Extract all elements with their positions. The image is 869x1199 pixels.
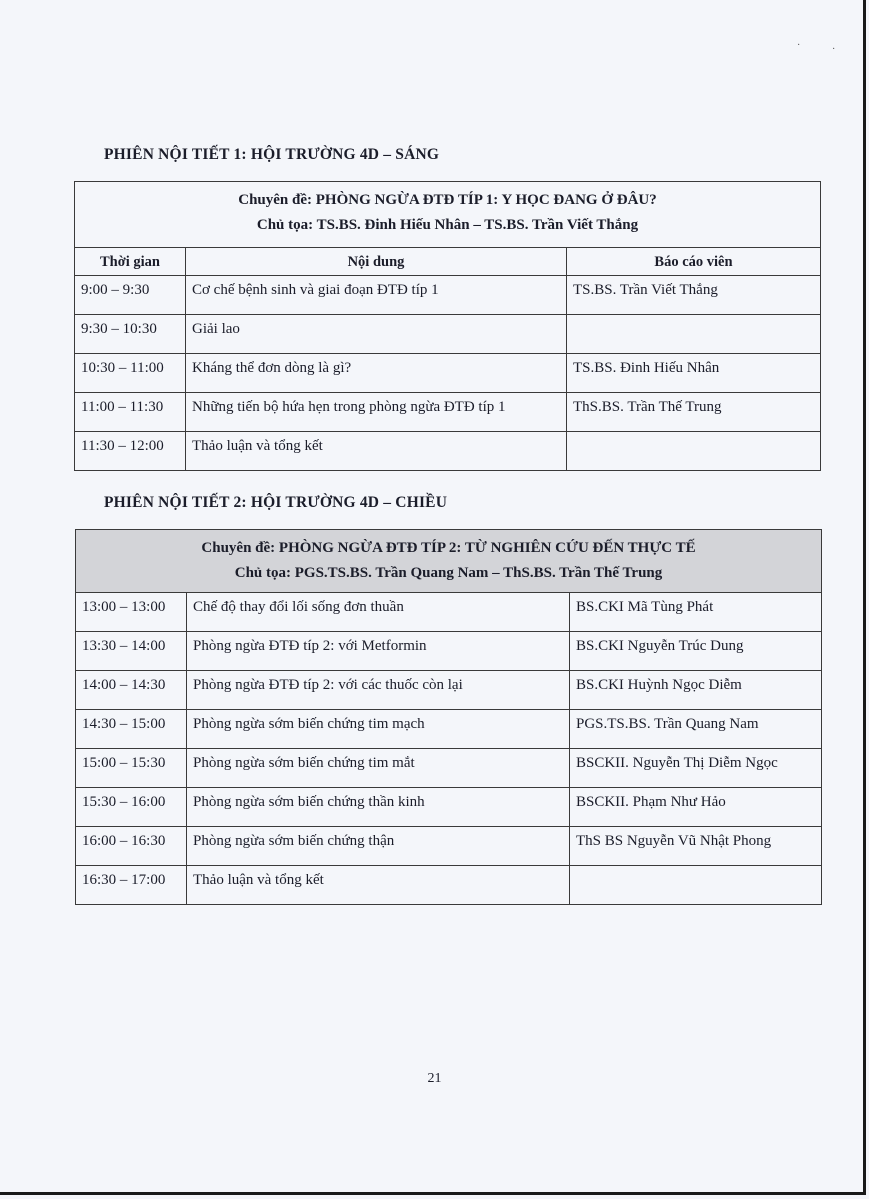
- speaker-cell: ThS BS Nguyễn Vũ Nhật Phong: [570, 827, 822, 866]
- time-cell: 15:00 – 15:30: [76, 749, 187, 788]
- session1-chairs: Chủ tọa: TS.BS. Đinh Hiếu Nhân – TS.BS. Trần Viết Thắng: [256, 217, 639, 233]
- table-row: [76, 827, 822, 866]
- session2-table: [75, 529, 822, 905]
- content-cell: Phòng ngừa sớm biến chứng tim mạch: [187, 710, 570, 749]
- table-row: [76, 866, 822, 905]
- time-cell: 14:30 – 15:00: [76, 710, 187, 749]
- time-cell: 16:00 – 16:30: [76, 827, 187, 866]
- content-cell: Phòng ngừa sớm biến chứng thận: [187, 827, 570, 866]
- session1-header-row: [75, 248, 821, 276]
- session1-topic: Chuyên đề: PHÒNG NGỪA ĐTĐ TÍP 1: Y HỌC ĐANG Ở ĐÂU?: [238, 192, 657, 208]
- content-cell: Chế độ thay đổi lối sống đơn thuần: [187, 593, 570, 632]
- time-cell: 13:00 – 13:00: [76, 593, 187, 632]
- table-row: [76, 710, 822, 749]
- session1-topic-row: [75, 182, 821, 248]
- table-row: [75, 315, 821, 354]
- content-cell: Thảo luận và tổng kết: [187, 866, 570, 905]
- column-header-speaker: Báo cáo viên: [567, 248, 821, 276]
- table-row: [76, 632, 822, 671]
- session1-heading: PHIÊN NỘI TIẾT 1: HỘI TRƯỜNG 4D – SÁNG: [104, 146, 440, 163]
- speaker-cell: BSCKII. Phạm Như Hảo: [570, 788, 822, 827]
- speaker-cell: BS.CKI Nguyễn Trúc Dung: [570, 632, 822, 671]
- table-row: [76, 671, 822, 710]
- speaker-cell: BS.CKI Huỳnh Ngọc Diễm: [570, 671, 822, 710]
- content-cell: Kháng thể đơn dòng là gì?: [186, 354, 567, 393]
- speaker-cell: BSCKII. Nguyễn Thị Diễm Ngọc: [570, 749, 822, 788]
- speaker-cell: PGS.TS.BS. Trần Quang Nam: [570, 710, 822, 749]
- session1-topic-cell: [75, 182, 821, 248]
- speaker-cell: [567, 432, 821, 471]
- scan-speck: ·: [832, 44, 836, 55]
- time-cell: 16:30 – 17:00: [76, 866, 187, 905]
- scan-speck: ·: [797, 40, 801, 51]
- table-row: [76, 749, 822, 788]
- column-header-content: Nội dung: [186, 248, 567, 276]
- speaker-cell: [570, 866, 822, 905]
- content-cell: Phòng ngừa ĐTĐ típ 2: với các thuốc còn lại: [187, 671, 570, 710]
- session2-chairs: Chủ tọa: PGS.TS.BS. Trần Quang Nam – ThS.BS. Trần Thế Trung: [234, 565, 663, 581]
- table-row: [75, 354, 821, 393]
- column-header-time: Thời gian: [75, 248, 186, 276]
- time-cell: 14:00 – 14:30: [76, 671, 187, 710]
- content-cell: Giải lao: [186, 315, 567, 354]
- time-cell: 9:30 – 10:30: [75, 315, 186, 354]
- session2-topic: Chuyên đề: PHÒNG NGỪA ĐTĐ TÍP 2: TỪ NGHIÊN CỨU ĐẾN THỰC TẾ: [201, 540, 696, 556]
- time-cell: 11:30 – 12:00: [75, 432, 186, 471]
- page-number: 21: [427, 1071, 442, 1086]
- content-cell: Phòng ngừa sớm biến chứng tim mắt: [187, 749, 570, 788]
- session2-heading: PHIÊN NỘI TIẾT 2: HỘI TRƯỜNG 4D – CHIỀU: [104, 494, 448, 511]
- table-row: [75, 276, 821, 315]
- session1-table: [74, 181, 821, 471]
- time-cell: 15:30 – 16:00: [76, 788, 187, 827]
- time-cell: 11:00 – 11:30: [75, 393, 186, 432]
- content-cell: Thảo luận và tổng kết: [186, 432, 567, 471]
- table-row: [76, 593, 822, 632]
- content-cell: Phòng ngừa sớm biến chứng thần kinh: [187, 788, 570, 827]
- session2-topic-cell: [76, 530, 822, 593]
- speaker-cell: TS.BS. Trần Viết Thắng: [567, 276, 821, 315]
- table-row: [76, 788, 822, 827]
- content-cell: Cơ chế bệnh sinh và giai đoạn ĐTĐ típ 1: [186, 276, 567, 315]
- speaker-cell: [567, 315, 821, 354]
- time-cell: 10:30 – 11:00: [75, 354, 186, 393]
- content-cell: Những tiến bộ hứa hẹn trong phòng ngừa ĐTĐ típ 1: [186, 393, 567, 432]
- speaker-cell: ThS.BS. Trần Thế Trung: [567, 393, 821, 432]
- session2-topic-row: [76, 530, 822, 593]
- time-cell: 9:00 – 9:30: [75, 276, 186, 315]
- speaker-cell: TS.BS. Đinh Hiếu Nhân: [567, 354, 821, 393]
- speaker-cell: BS.CKI Mã Tùng Phát: [570, 593, 822, 632]
- content-cell: Phòng ngừa ĐTĐ típ 2: với Metformin: [187, 632, 570, 671]
- table-row: [75, 432, 821, 471]
- table-row: [75, 393, 821, 432]
- time-cell: 13:30 – 14:00: [76, 632, 187, 671]
